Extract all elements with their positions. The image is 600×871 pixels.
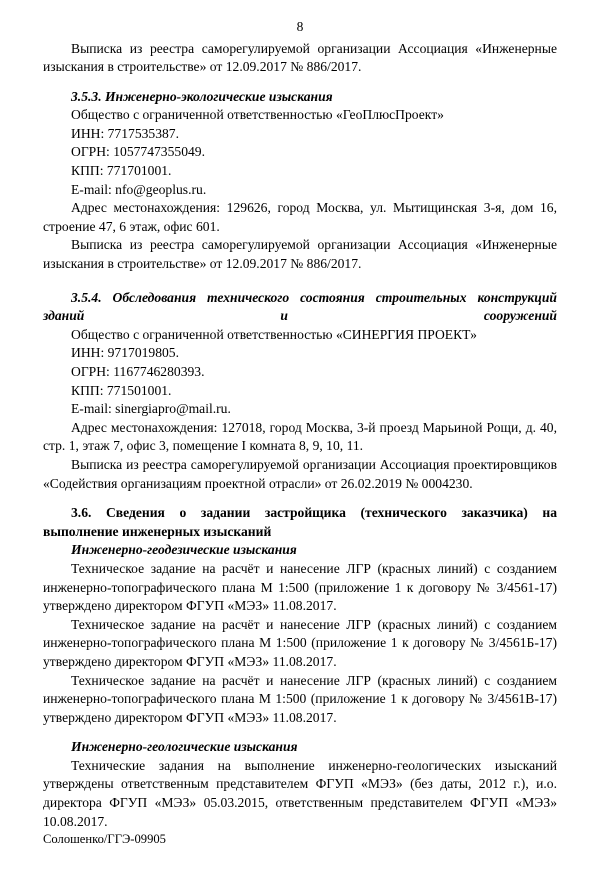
ogrn-sinergia: ОГРН: 1167746280393. (71, 364, 205, 379)
inn-sinergia: ИНН: 9717019805. (71, 345, 179, 361)
heading-3-6: 3.6. Сведения о задании застройщика (технического заказчика) на выполнение инженерных изысканий (43, 505, 557, 539)
paragraph-geodesy-1: Техническое задание на расчёт и нанесение ЛГР (красных линий) с созданием инженерно-топографического плана М 1:500 (приложение 1 к договору № 3/4561-17) утверждено директором ФГУП «МЭЗ» 11.08.2017. (43, 560, 557, 614)
company-name-sinergia: Общество с ограниченной ответственностью «СИНЕРГИЯ ПРОЕКТ» (71, 326, 477, 342)
page-number: 8 (296, 19, 304, 34)
heading-3-5-3: 3.5.3. Инженерно-экологические изыскания (71, 88, 333, 104)
heading-3-5-4: 3.5.4. Обследования технического состояния строительных конструкций зданий и сооружений (43, 289, 557, 324)
paragraph-geodesy-2: Техническое задание на расчёт и нанесение ЛГР (красных линий) с созданием инженерно-топографического плана М 1:500 (приложение 1 к договору № 3/4561Б-17) утверждено директором ФГУП «МЭЗ» 11.08.2017. (43, 616, 557, 669)
subheading-geodesy: Инженерно-геодезические изыскания (71, 542, 297, 558)
paragraph-geodesy-3: Техническое задание на расчёт и нанесение ЛГР (красных линий) с созданием инженерно-топографического плана М 1:500 (приложение 1 к договору № 3/4561В-17) утверждено директором ФГУП «МЭЗ» 11.08.2017. (43, 672, 557, 725)
extract-geoplus: Выписка из реестра саморегулируемой организации Ассоциация «Инженерные изыскания в строительстве» от 12.09.2017 № 886/2017. (43, 237, 557, 272)
company-name-geoplus: Общество с ограниченной ответственностью «ГеоПлюсПроект» (71, 107, 444, 123)
paragraph-geology-1: Технические задания на выполнение инженерно-геологических изысканий утверждены ответственным представителем ФГУП «МЭЗ» (без даты, 2012 г.), и.о. директора ФГУП «МЭЗ» 05.03.2015, ответственным представителем ФГУП «МЭЗ» 10.08.2017. (43, 757, 557, 829)
paragraph-intro-extract: Выписка из реестра саморегулируемой организации Ассоциация «Инженерные изыскания в строительстве» от 12.09.2017 № 886/2017. (43, 40, 557, 75)
inn-geoplus: ИНН: 7717535387. (71, 125, 179, 141)
extract-sinergia: Выписка из реестра саморегулируемой организации Ассоциация проектировщиков «Содействия организациям проектной отрасли» от 26.02.2019 № 0004230. (43, 456, 557, 491)
document-footer-code: Солошенко/ГГЭ-09905 (43, 832, 166, 846)
email-sinergia: E-mail: sinergiapro@mail.ru. (71, 401, 231, 417)
kpp-sinergia: КПП: 771501001. (71, 382, 172, 398)
subheading-geology: Инженерно-геологические изыскания (71, 739, 298, 755)
email-geoplus: E-mail: nfo@geoplus.ru. (71, 181, 207, 197)
address-sinergia: Адрес местонахождения: 127018, город Москва, 3-й проезд Марьиной Рощи, д. 40, стр. 1, этаж 7, офис 3, помещение I комната 8, 9, 10, 11. (43, 419, 557, 454)
kpp-geoplus: КПП: 771701001. (71, 163, 172, 179)
ogrn-geoplus: ОГРН: 1057747355049. (71, 144, 205, 160)
address-geoplus: Адрес местонахождения: 129626, город Москва, ул. Мытищинская 3-я, дом 16, строение 47, 6 этаж, офис 601. (43, 200, 557, 234)
